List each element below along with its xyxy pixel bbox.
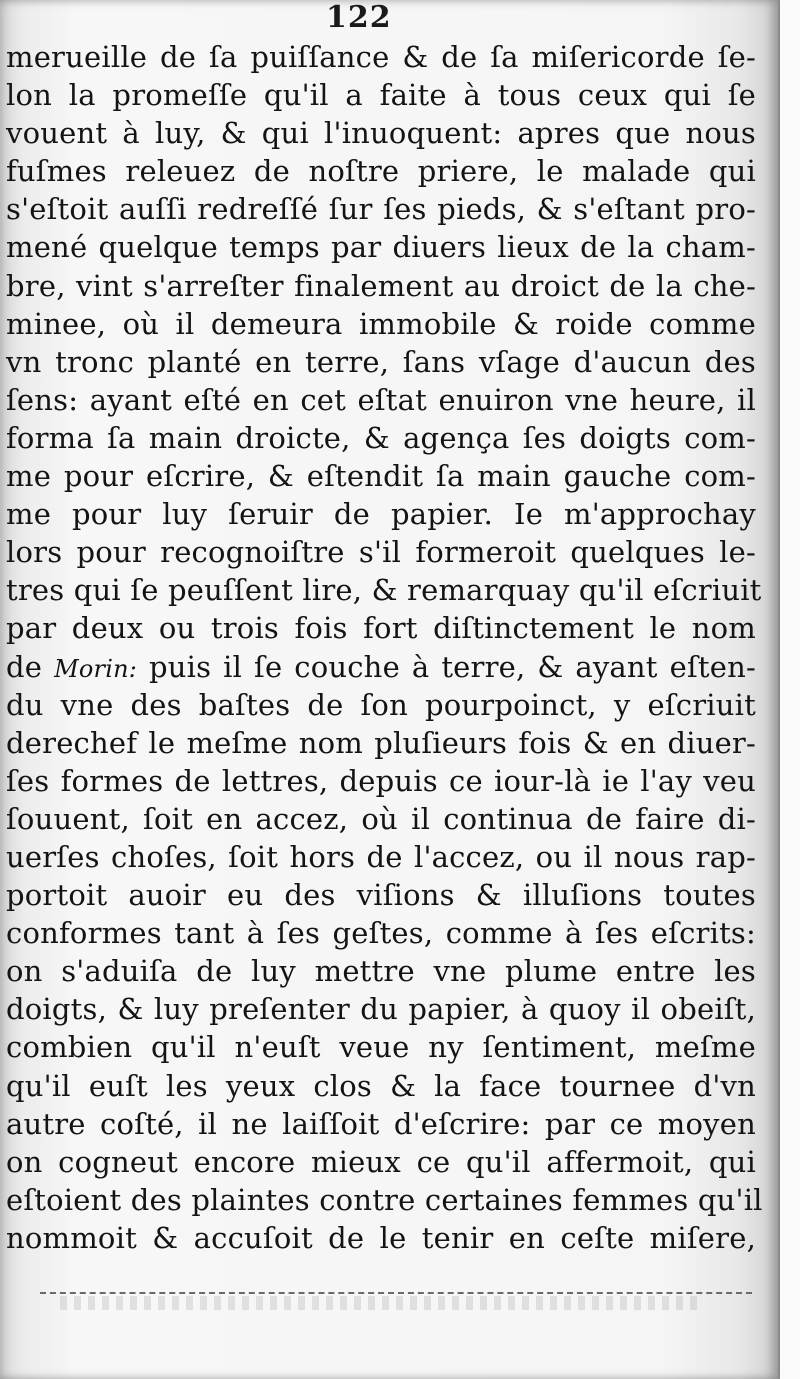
text-line: combien qu'il n'euſt veue ny ſentiment, meſme — [6, 1030, 756, 1065]
text-line: me pour eſcrire, & eſtendit ſa main gauche com- — [6, 459, 756, 494]
text-line: uerſes choſes, ſoit hors de l'accez, ou il nous rap- — [6, 839, 756, 874]
text-line: lon la promeſſe qu'il a faite à tous ceux qui ſe — [6, 78, 756, 113]
text-line: on cogneut encore mieux ce qu'il affermoit, qui — [6, 1144, 756, 1179]
text-line: bre, vint s'arreſter finalement au droict de la che- — [6, 268, 756, 303]
text-line: on s'aduiſa de luy mettre vne plume entre les — [6, 954, 756, 989]
text-line: qu'il euſt les yeux clos & la face tournee d'vn — [6, 1068, 756, 1103]
text-line: doigts, & luy preſenter du papier, à quoy il obeiſt, — [6, 992, 756, 1027]
text-line: forma ſa main droicte, & agença ſes doigts com- — [6, 420, 756, 455]
text-line: lors pour recognoiſtre s'il formeroit quelques le- — [6, 535, 756, 570]
text-line: conformes tant à ſes geſtes, comme à ſes eſcrits: — [6, 916, 756, 951]
text-line: derechef le meſme nom pluſieurs fois & en diuer- — [6, 725, 756, 760]
text-line: me pour luy ſeruir de papier. Ie m'approchay — [6, 497, 756, 532]
text-line: ſouuent, ſoit en accez, où il continua de faire di- — [6, 801, 756, 836]
text-line: ſens: ayant eſté en cet eſtat enuiron vne heure, il — [6, 382, 756, 417]
text-line: du vne des baſtes de ſon pourpoinct, y eſcriuit — [6, 687, 756, 722]
text-line: mené quelque temps par diuers lieux de la cham- — [6, 230, 756, 265]
text-line: vn tronc planté en terre, ſans vſage d'aucun des — [6, 344, 756, 379]
text-line: merueille de ſa puiſſance & de ſa miſericorde ſe- — [6, 40, 756, 74]
text-line: par deux ou trois fois fort diſtinctement le nom — [6, 611, 756, 646]
text-line: autre coſté, il ne laiſſoit d'eſcrire: par ce moyen — [6, 1106, 756, 1141]
body-text — [6, 38, 763, 1257]
bottom-rule — [40, 1292, 752, 1294]
text-line: nommoit & accuſoit de le tenir en ceſte miſere, — [6, 1220, 756, 1255]
page-number: 122 — [326, 0, 392, 35]
text-line-with-name — [6, 648, 756, 686]
show-through-text — [60, 1296, 700, 1310]
name-line-rest: puis il ſe couche à terre, & ayant eſten- — [148, 649, 756, 684]
text-line: minee, où il demeura immobile & roide comme — [6, 306, 756, 341]
text-line: portoit auoir eu des viſions & illuſions toutes — [6, 878, 756, 913]
name-line-prefix: de — [6, 649, 43, 684]
text-line: tres qui ſe peuſſent lire, & remarquay qu'il eſcriuit — [6, 573, 762, 608]
text-line: vouent à luy, & qui l'inuoquent: apres que nous — [6, 116, 756, 151]
page-edge — [778, 0, 800, 1379]
text-line: s'eſtoit auſſi redreſſé ſur ſes pieds, & s'eſtant pro- — [6, 192, 756, 227]
name-morin: Morin: — [54, 654, 138, 683]
text-line: ſes formes de lettres, depuis ce iour-là ie l'ay veu — [6, 763, 756, 798]
text-line: fuſmes releuez de noſtre priere, le malade qui — [6, 154, 756, 189]
text-line: eſtoient des plaintes contre certaines femmes qu'il — [6, 1182, 763, 1217]
